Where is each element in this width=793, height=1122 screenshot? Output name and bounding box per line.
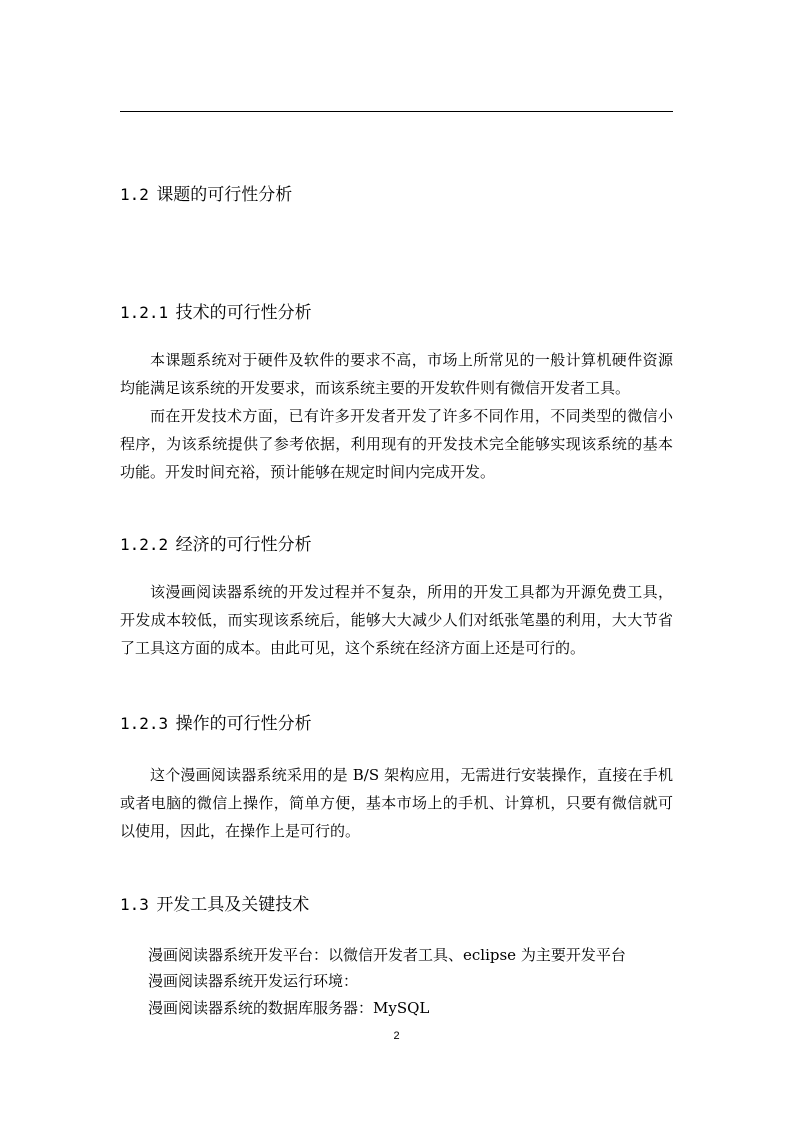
heading-title: 开发工具及关键技术 [156,895,310,915]
heading-1-2-1 [120,302,312,324]
paragraph-technical-2: 而在开发技术方面，已有许多开发者开发了许多不同作用，不同类型的微信小程序，为该系统提供了参考依据，利用现有的开发技术完全能够实现该系统的基本功能。开发时间充裕，预计能够在规定时间内完成开发。 [120,407,673,481]
page-number: 2 [393,1030,400,1042]
heading-number: 1.3 [120,895,149,914]
paragraph-operation: 这个漫画阅读器系统采用的是 B/S 架构应用，无需进行安装操作，直接在手机或者电脑的微信上操作，简单方便，基本市场上的手机、计算机，只要有微信就可以使用，因此，在操作上是可行的。 [120,766,673,840]
header-rule [120,111,673,112]
paragraph-technical-1: 本课题系统对于硬件及软件的要求不高，市场上所常见的一般计算机硬件资源均能满足该系统的开发要求，而该系统主要的开发软件则有微信开发者工具。 [120,351,673,397]
heading-title: 经济的可行性分析 [175,535,312,555]
tools-line-platform: 漫画阅读器系统开发平台：以微信开发者工具、eclipse 为主要开发平台 [148,946,626,964]
tools-line-database: 漫画阅读器系统的数据库服务器：MySQL [148,999,430,1017]
heading-title: 技术的可行性分析 [175,303,312,323]
heading-1-2-3 [120,713,312,735]
heading-title: 操作的可行性分析 [175,714,312,734]
heading-number: 1.2.2 [120,535,169,554]
heading-1-3 [120,894,309,916]
heading-1-2 [120,184,292,206]
heading-number: 1.2.1 [120,303,169,322]
heading-1-2-2 [120,534,312,556]
heading-title: 课题的可行性分析 [156,185,293,205]
heading-number: 1.2 [120,185,149,204]
tools-line-environment: 漫画阅读器系统开发运行环境： [148,972,359,990]
paragraph-economic: 该漫画阅读器系统的开发过程并不复杂，所用的开发工具都为开源免费工具，开发成本较低，而实现该系统后，能够大大减少人们对纸张笔墨的利用，大大节省了工具这方面的成本。由此可见，这个系统在经济方面上还是可行的。 [120,583,673,657]
heading-number: 1.2.3 [120,714,169,733]
